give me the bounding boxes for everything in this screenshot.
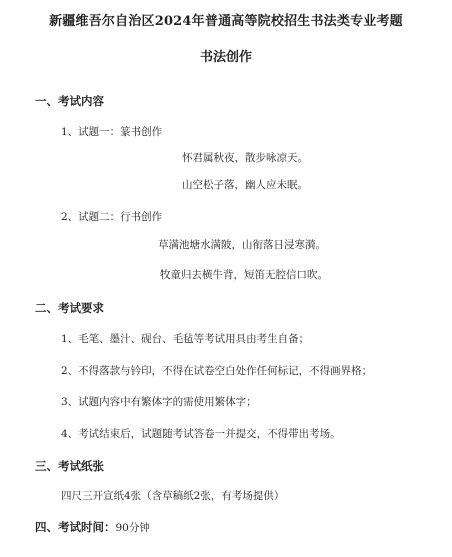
requirement-4: 4、考试结束后，试题随考试答卷一并提交，不得带出考场。 bbox=[61, 428, 341, 440]
section-heading-exam-requirements: 二、考试要求 bbox=[35, 301, 104, 315]
question-2-line-1: 草满池塘水满陂，山衔落日浸寒漪。 bbox=[158, 239, 326, 251]
section-heading-exam-paper: 三、考试纸张 bbox=[35, 459, 104, 473]
section-heading-exam-content: 一、考试内容 bbox=[35, 94, 104, 108]
exam-time-label: 四、考试时间： bbox=[35, 520, 116, 534]
exam-time-value: 90分钟 bbox=[115, 522, 150, 534]
section-heading-exam-time bbox=[35, 522, 150, 534]
exam-paper-text: 四尺三开宣纸4张（含草稿纸2张，有考场提供） bbox=[61, 490, 285, 502]
question-2-line-2: 牧童归去横牛背，短笛无腔信口吹。 bbox=[160, 269, 328, 281]
question-1-label: 1、试题一：篆书创作 bbox=[61, 126, 163, 138]
requirement-2: 2、不得落款与钤印，不得在试卷空白处作任何标记，不得画界格； bbox=[61, 365, 373, 377]
question-1-line-1: 怀君属秋夜，散步咏凉天。 bbox=[182, 152, 308, 164]
document-subtitle: 书法创作 bbox=[199, 50, 252, 65]
question-2-label: 2、试题二：行书创作 bbox=[61, 211, 163, 223]
question-1-line-2: 山空松子落，幽人应未眠。 bbox=[182, 179, 308, 191]
requirement-1: 1、毛笔、墨汁、砚台、毛毡等考试用具由考生自备； bbox=[61, 333, 310, 345]
document-title: 新疆维吾尔自治区2024年普通高等院校招生书法类专业考题 bbox=[49, 14, 403, 29]
requirement-3: 3、试题内容中有繁体字的需使用繁体字； bbox=[61, 396, 257, 408]
